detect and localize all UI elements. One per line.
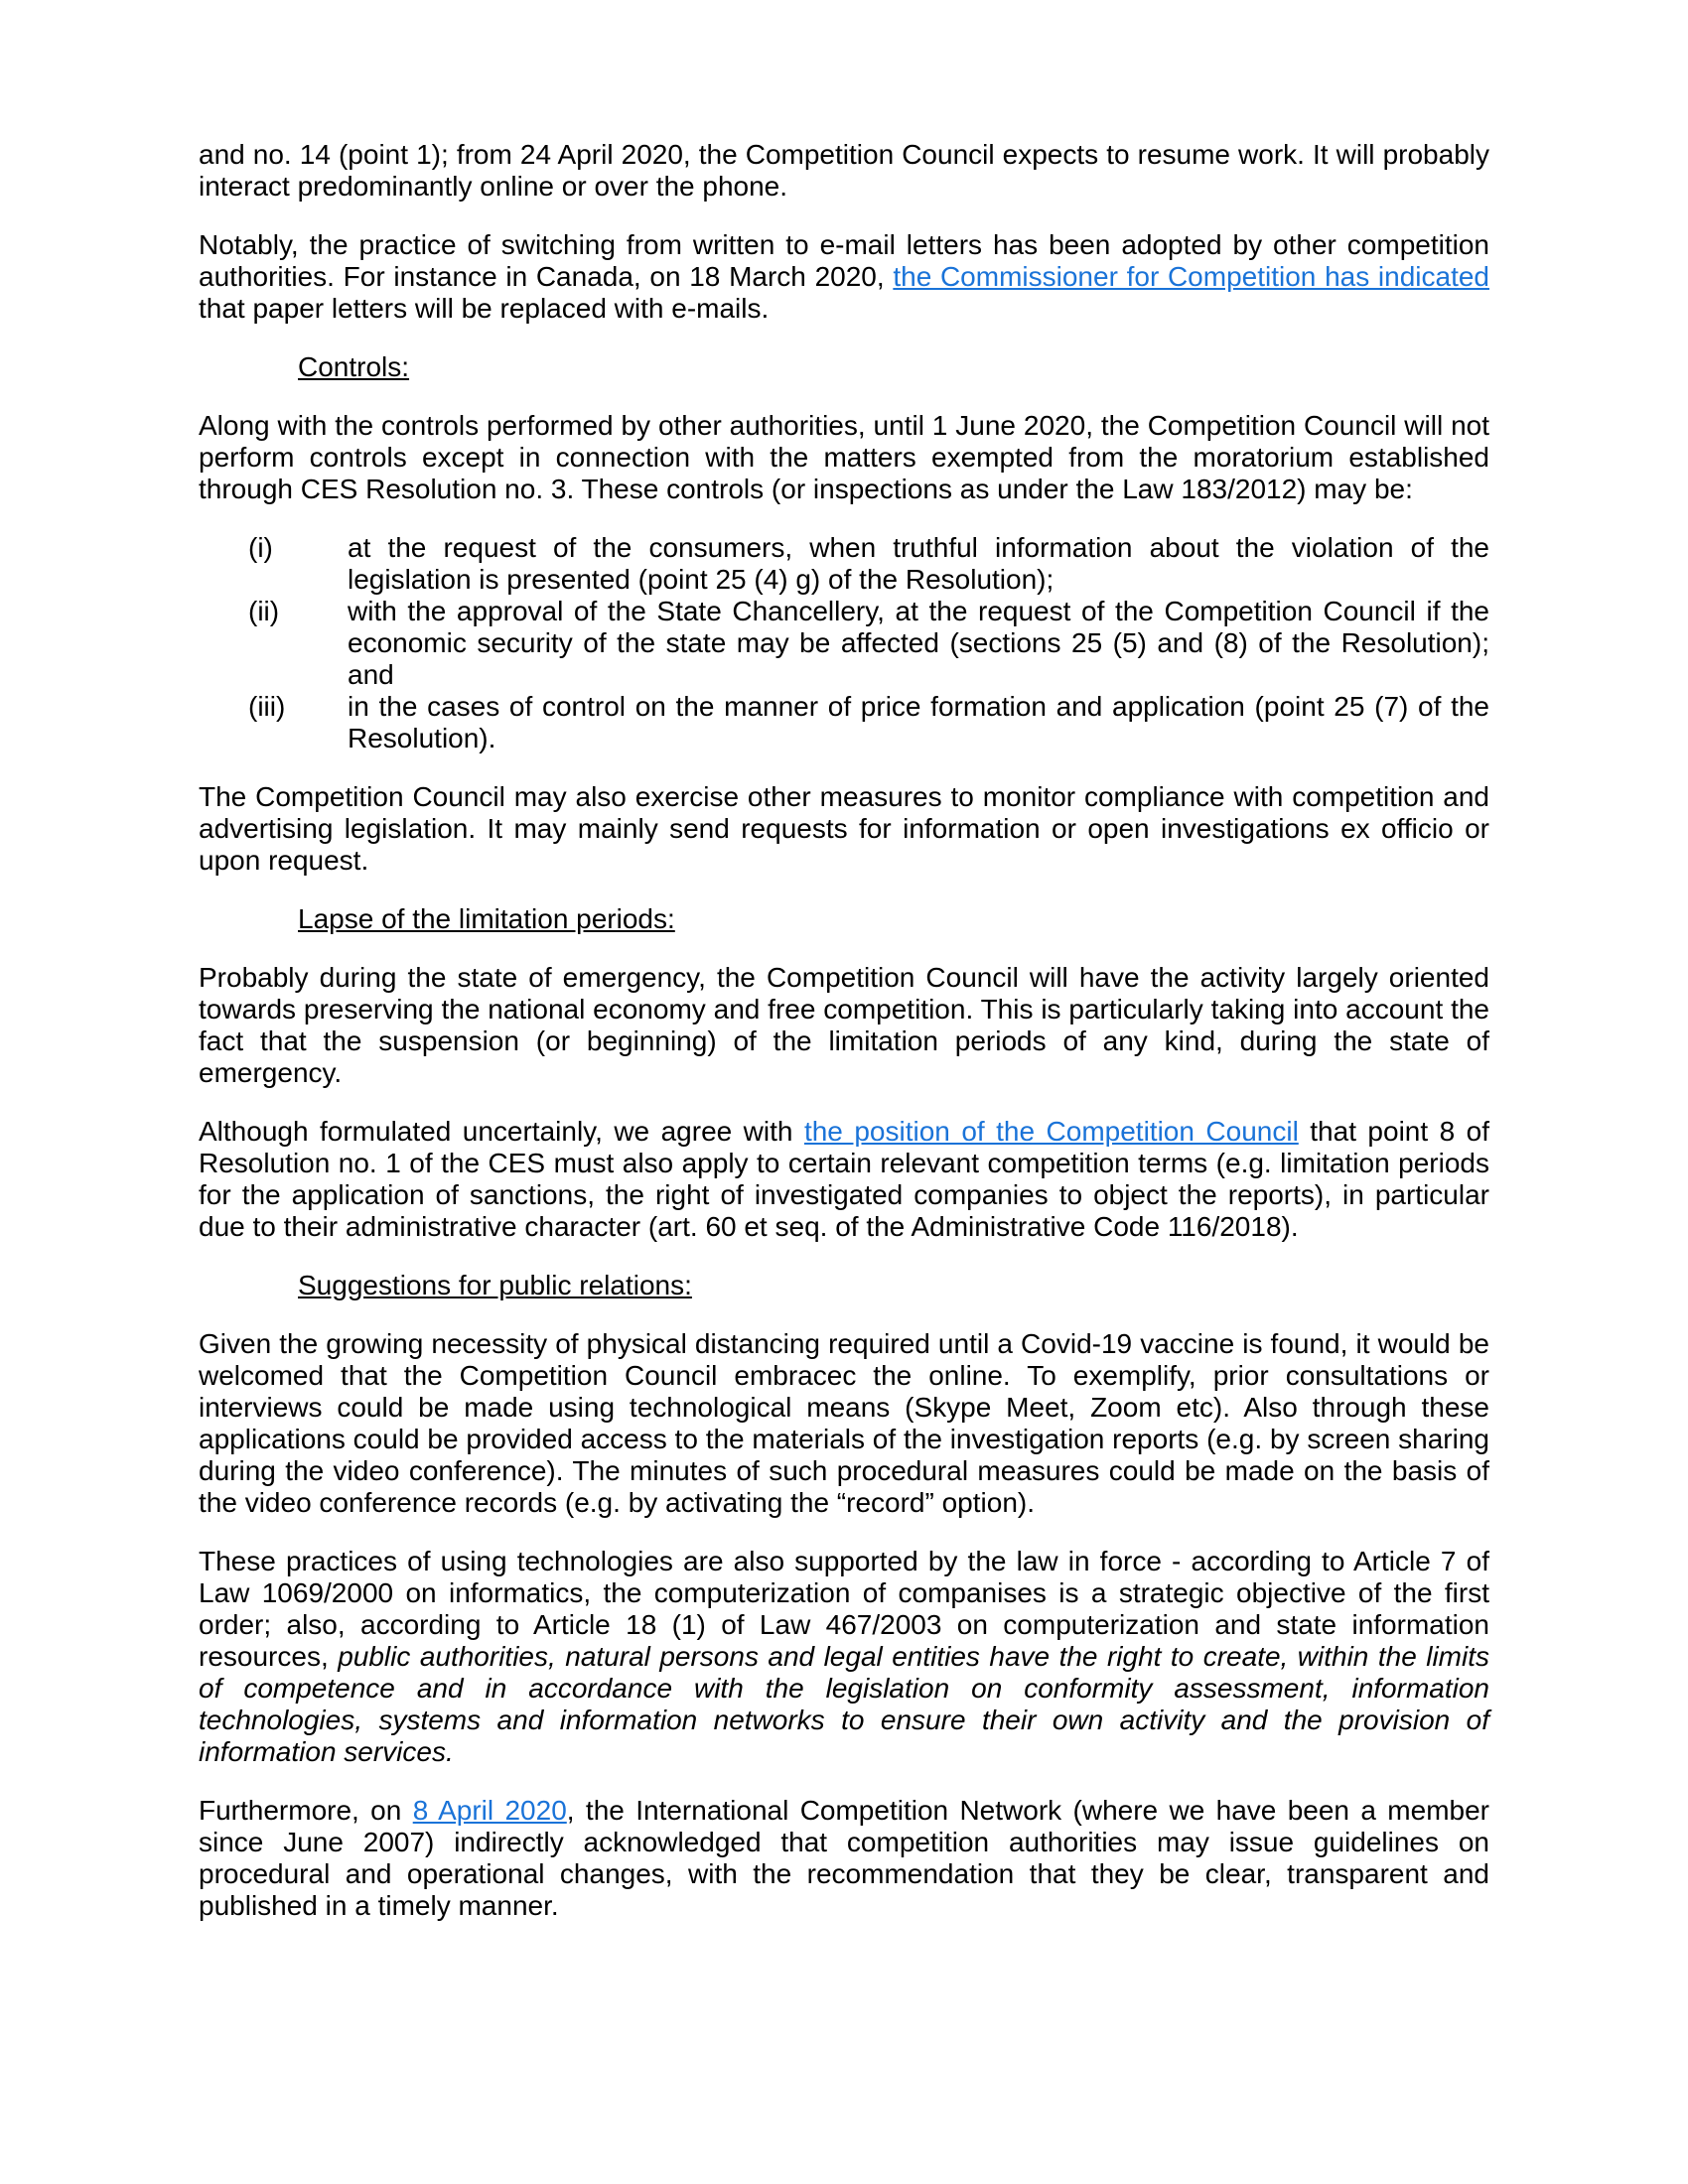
8-april-2020-link[interactable]: 8 April 2020 bbox=[412, 1795, 567, 1826]
list-item-marker: (i) bbox=[248, 532, 273, 563]
paragraph-physical-distancing bbox=[199, 1328, 1489, 1519]
paragraph-text: that paper letters will be replaced with e-mails. bbox=[199, 293, 770, 324]
position-of-competition-council-link[interactable]: the position of the Competition Council bbox=[803, 1116, 1299, 1147]
list-item-text: at the request of the consumers, when truthful information about the violation of the legislation is presented (point 25 (4) g) of the Resolution); bbox=[348, 532, 1489, 595]
paragraph-text: and no. 14 (point 1); from 24 April 2020, the Competition Council expects to resume work. It will probably interact predominantly online or over the phone. bbox=[199, 139, 1489, 202]
section-heading-controls bbox=[199, 351, 1489, 383]
section-heading-suggestions-public-relations bbox=[199, 1270, 1489, 1301]
section-heading-lapse-limitation-periods bbox=[199, 903, 1489, 935]
list-item-marker: (ii) bbox=[248, 596, 280, 626]
document-content bbox=[199, 139, 1489, 1949]
paragraph-state-of-emergency bbox=[199, 962, 1489, 1089]
paragraph-text: Given the growing necessity of physical distancing required until a Covid-19 vaccine is found, it would be welcomed that the Competition Council embracec the online. To exemplify, prior consultations or interviews could be made using technological means (Skype Meet, Zoom etc). Also through these applications could be provided access to the materials of the investigation reports (e.g. by screen sharing during the video conference). The minutes of such procedural measures could be made on the basis of the video conference records (e.g. by activating the “record” option). bbox=[199, 1328, 1489, 1518]
paragraph-text: The Competition Council may also exercise other measures to monitor compliance with competition and advertising legislation. It may mainly send requests for information or open investigations ex officio or upon request. bbox=[199, 781, 1489, 876]
heading-text: Lapse of the limitation periods: bbox=[298, 903, 675, 934]
paragraph-icn-guidelines bbox=[199, 1795, 1489, 1922]
paragraph-text: These practices of using technologies are also supported by the law in force - according to Article 7 of Law 1069/2000 on informatics, the computerization of companises is a strategic objective of the first order; also, according to Article 18 (1) of Law 467/2003 on computerization and state information resources, bbox=[199, 1546, 1489, 1672]
list-item-text: with the approval of the State Chancellery, at the request of the Competition Council if the economic security of the state may be affected (sections 25 (5) and (8) of the Resolution); and bbox=[348, 596, 1489, 690]
list-item-marker: (iii) bbox=[248, 691, 286, 722]
paragraph-email-practice bbox=[199, 229, 1489, 325]
paragraph-resolution-point-8 bbox=[199, 1116, 1489, 1243]
paragraph-text: Notably, the practice of switching from written to e-mail letters has been adopted by other competition authorities. For instance in Canada, on 18 March 2020, bbox=[199, 229, 1489, 292]
paragraph-text: , the International Competition Network (where we have been a member since June 2007) indirectly acknowledged that competition authorities may issue guidelines on procedural and operational changes, with the recommendation that they be clear, transparent and published in a timely manner. bbox=[199, 1795, 1489, 1921]
list-item-i bbox=[199, 532, 1489, 596]
paragraph-text: Along with the controls performed by other authorities, until 1 June 2020, the Competition Council will not perform controls except in connection with the matters exempted from the moratorium established through CES Resolution no. 3. These controls (or inspections as under the Law 183/2012) may be: bbox=[199, 410, 1489, 504]
list-item-text: in the cases of control on the manner of price formation and application (point 25 (7) of the Resolution). bbox=[348, 691, 1489, 753]
paragraph-text: Probably during the state of emergency, the Competition Council will have the activity largely oriented towards preserving the national economy and free competition. This is particularly taking into account the fact that the suspension (or beginning) of the limitation periods of any kind, during the state of emergency. bbox=[199, 962, 1489, 1088]
heading-text: Controls: bbox=[298, 351, 410, 382]
paragraph-text: Although formulated uncertainly, we agree with bbox=[199, 1116, 804, 1147]
paragraph-law-in-force bbox=[199, 1546, 1489, 1768]
paragraph-text-italic: public authorities, natural persons and legal entities have the right to create, within the limits of competence and in accordance with the legislation on conformity assessment, information technologies, systems and information networks to ensure their own activity and the provision of information services. bbox=[199, 1641, 1489, 1767]
paragraph-controls-moratorium bbox=[199, 410, 1489, 505]
paragraph-text: Furthermore, on bbox=[199, 1795, 413, 1826]
commissioner-for-competition-link[interactable]: the Commissioner for Competition has indicated bbox=[893, 261, 1489, 292]
heading-text: Suggestions for public relations: bbox=[298, 1270, 692, 1300]
roman-numeral-list bbox=[199, 532, 1489, 754]
paragraph-other-measures bbox=[199, 781, 1489, 877]
list-item-iii bbox=[199, 691, 1489, 754]
list-item-ii bbox=[199, 596, 1489, 691]
paragraph-resume-work bbox=[199, 139, 1489, 203]
paragraph-text: that point 8 of Resolution no. 1 of the CES must also apply to certain relevant competition terms (e.g. limitation periods for the application of sanctions, the right of investigated companies to object the reports), in particular due to their administrative character (art. 60 et seq. of the Administrative Code 116/2018). bbox=[199, 1116, 1490, 1242]
